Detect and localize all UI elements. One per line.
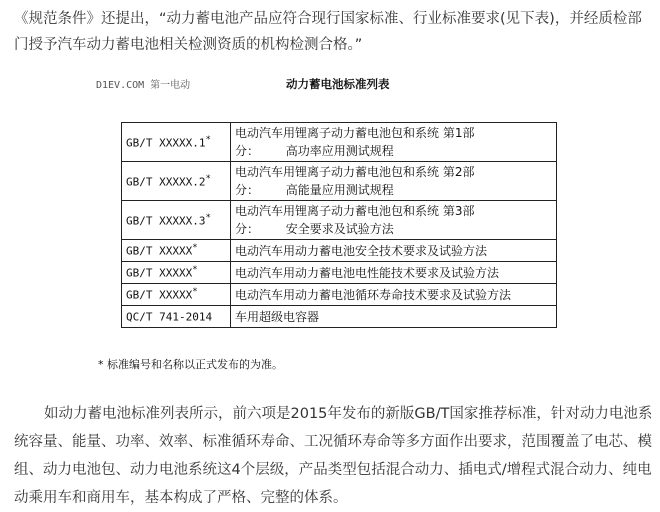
standard-name-cell: [231, 262, 557, 284]
table-row: [122, 240, 557, 262]
standard-code: GB/T XXXXX: [126, 266, 193, 280]
asterisk-mark: *: [192, 243, 198, 254]
standard-code: GB/T XXXXX.1: [126, 136, 206, 150]
table-row: [122, 201, 557, 240]
standard-name-cell: [231, 123, 557, 162]
standard-code-cell: [122, 306, 231, 328]
asterisk-mark: *: [205, 134, 211, 145]
table-row: [122, 306, 557, 328]
standard-code-cell: [122, 162, 231, 201]
intro-paragraph: 《规范条件》还提出，“动力蓄电池产品应符合现行国家标准、行业标准要求(见下表)，并经质检部门授予汽车动力蓄电池相关检测资质的机构检测合格。”: [14, 11, 642, 53]
standard-name-line1: 电动汽车用动力蓄电池电性能技术要求及试验方法: [235, 265, 500, 280]
standard-code-cell: [122, 262, 231, 284]
table-row: [122, 123, 557, 162]
asterisk-mark: *: [192, 265, 198, 276]
standard-code-cell: [122, 201, 231, 240]
table-row: [122, 262, 557, 284]
footnote: * 标准编号和名称以正式发布的为准。: [98, 358, 283, 371]
standard-name-line1: 电动汽车用锂离子动力蓄电池包和系统 第1部: [235, 126, 475, 140]
standard-code-cell: [122, 123, 231, 162]
standard-code: GB/T XXXXX: [126, 244, 193, 258]
standard-name-cell: [231, 162, 557, 201]
watermark: D1EV.COM 第一电动: [96, 80, 191, 91]
standard-name-cell: [231, 240, 557, 262]
standard-name-cell: [231, 201, 557, 240]
table-caption-row: [0, 76, 660, 96]
standard-name-line1: 电动汽车用锂离子动力蓄电池包和系统 第3部: [235, 204, 475, 218]
standard-code-cell: [122, 284, 231, 306]
standard-code-cell: [122, 240, 231, 262]
asterisk-mark: *: [192, 287, 198, 298]
standards-table: [121, 122, 557, 328]
table-row: [122, 162, 557, 201]
standard-code: GB/T XXXXX.2: [126, 175, 206, 189]
body-paragraph: 如动力蓄电池标准列表所示，前六项是2015年发布的新版GB/T国家推荐标准，针对动力电池系统容量、能量、功率、效率、标准循环寿命、工况循环寿命等多方面作出要求，范围覆盖了电芯、模组、动力电池包、动力电池系统这4个层级，产品类型包括混合动力、插电式/增程式混合动力、纯电动乘用车和商用车，基本构成了严格、完整的体系。: [14, 406, 653, 506]
standard-name-line2: 分： 高能量应用测试规程: [235, 183, 394, 197]
standard-name-line1: 车用超级电容器: [235, 309, 320, 324]
table-title: 动力蓄电池标准列表: [286, 77, 390, 91]
asterisk-mark: *: [205, 212, 211, 223]
standard-name-line2: 分： 高功率应用测试规程: [235, 144, 394, 158]
standard-name-cell: [231, 306, 557, 328]
standard-name-line1: 电动汽车用动力蓄电池循环寿命技术要求及试验方法: [235, 287, 512, 302]
standard-code: QC/T 741-2014: [126, 310, 213, 324]
table-row: [122, 284, 557, 306]
standard-name-line2: 分： 安全要求及试验方法: [235, 222, 394, 236]
standard-name-line1: 电动汽车用动力蓄电池安全技术要求及试验方法: [235, 243, 488, 258]
standard-name-line1: 电动汽车用锂离子动力蓄电池包和系统 第2部: [235, 165, 475, 179]
asterisk-mark: *: [205, 173, 211, 184]
standard-code: GB/T XXXXX: [126, 288, 193, 302]
standard-name-cell: [231, 284, 557, 306]
standard-code: GB/T XXXXX.3: [126, 214, 206, 228]
